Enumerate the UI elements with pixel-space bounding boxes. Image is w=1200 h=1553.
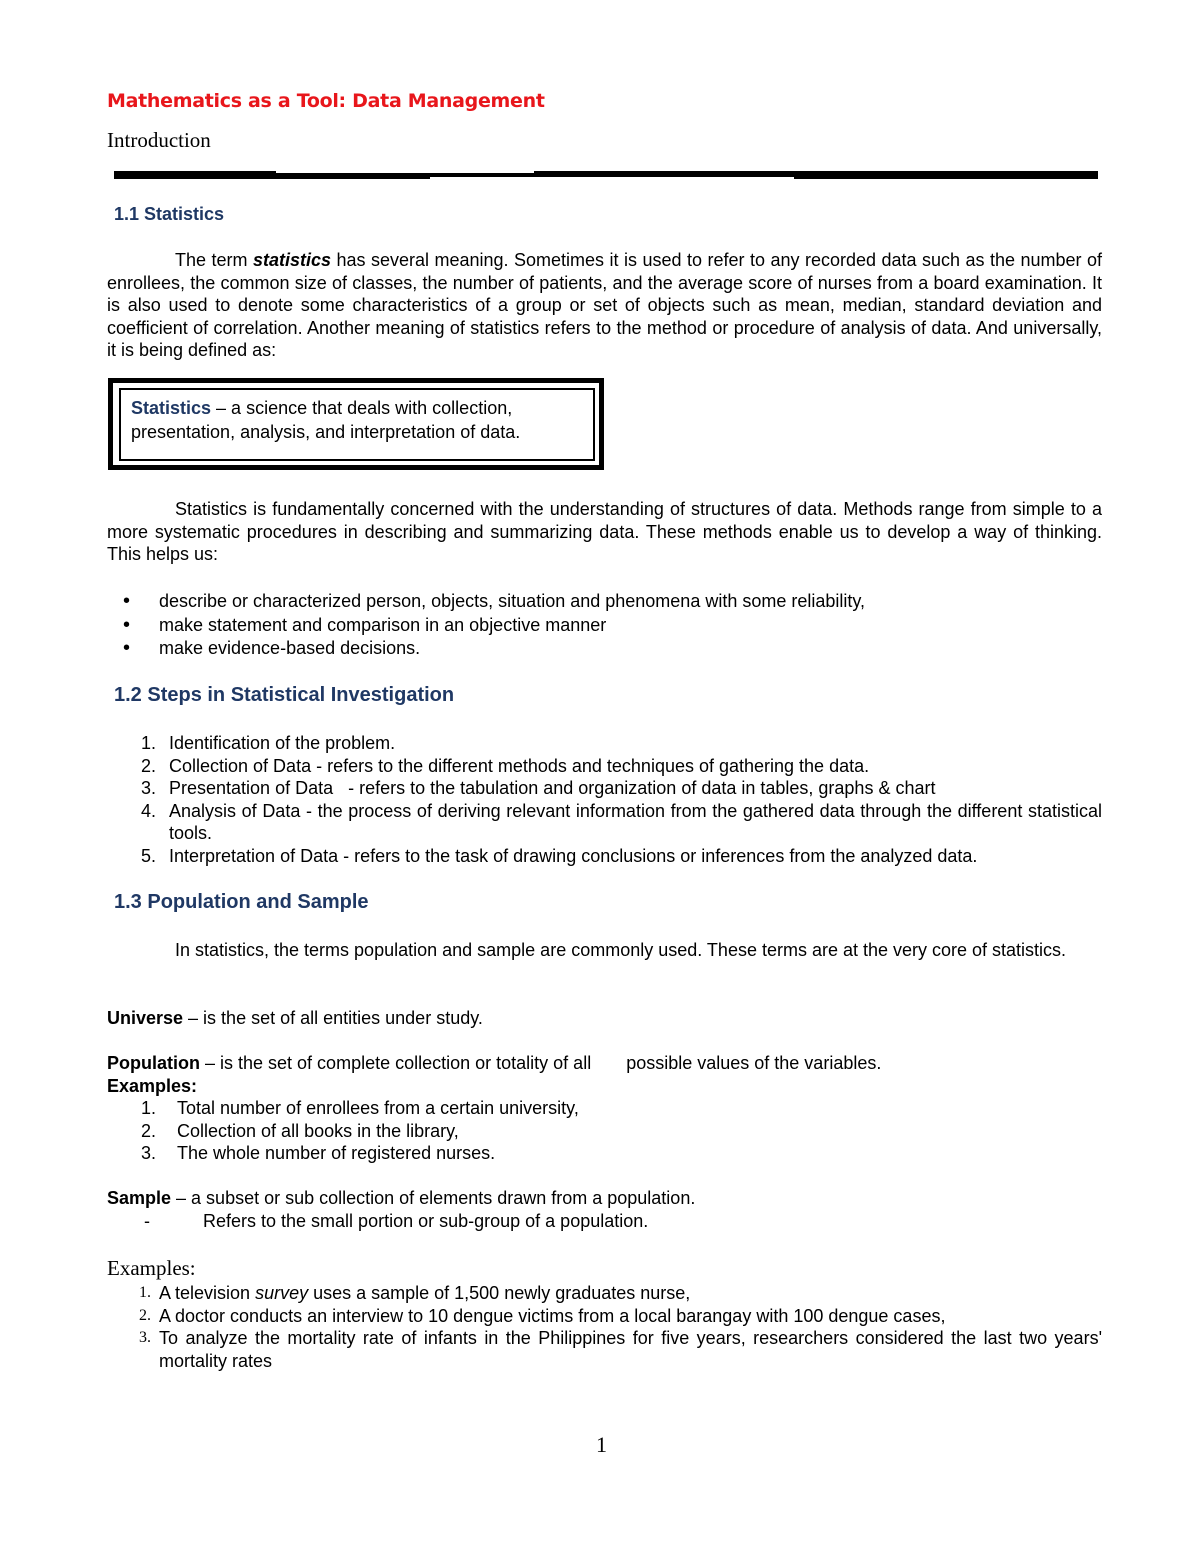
universe-definition <box>107 1007 483 1030</box>
term-survey: survey <box>255 1283 309 1303</box>
list-number: 4. <box>141 800 157 821</box>
definition-text: – a science that deals with collection, presentation, analysis, and interpretation of data. <box>131 398 521 442</box>
definition-term: Statistics <box>131 398 212 418</box>
term-sample: Sample <box>107 1188 172 1208</box>
sample-note: Refers to the small portion or sub-group of a population. <box>203 1211 649 1231</box>
page-number: 1 <box>596 1432 607 1457</box>
list-text: Analysis of Data - the process of deriving relevant information from the gathered data through the different statistical tools. <box>169 800 1102 844</box>
list-text: Collection of Data - refers to the different methods and techniques of gathering the data. <box>169 755 870 776</box>
list-item <box>107 1120 579 1143</box>
list-item <box>107 777 1102 800</box>
para-text: has several meaning. Sometimes it is used to refer to any recorded data such as the number of enrollees, the common size of classes, the number of patients, and the average score of nurses from a board examination. It is also used to denote some characteristics of a group or set of objects such as mean, median, standard deviation and coefficient of correlation. Another meaning of statistics refers to the method or procedure of analysis of data. And universally, it is being defined as: <box>107 250 1102 361</box>
list-text: To analyze the mortality rate of infants in the Philippines for five years, researchers considered the last two years' mortality rates <box>159 1328 1102 1371</box>
header-divider-accent <box>430 177 794 179</box>
list-item: • make evidence-based decisions. <box>107 637 865 661</box>
list-number: 2. <box>141 755 157 776</box>
term-universe: Universe <box>107 1008 184 1028</box>
list-item <box>107 1142 579 1165</box>
para-text: Statistics is fundamentally concerned with the understanding of structures of data. Methods range from simple to a more systematic procedures in describing and summarizing data. These methods enable us to develop a way of thinking. This helps us: <box>107 499 1102 565</box>
list-number: 3. <box>141 778 157 799</box>
population-intro-paragraph <box>107 939 1102 962</box>
examples-heading: Examples: <box>107 1256 196 1280</box>
document-subtitle: Introduction <box>107 128 211 152</box>
list-item <box>107 1282 1102 1305</box>
list-text: uses a sample of 1,500 newly graduates nurse, <box>308 1283 691 1303</box>
sample-examples-list <box>107 1282 1102 1372</box>
structures-paragraph <box>107 498 1102 566</box>
term-statistics: statistics <box>252 250 332 270</box>
document-title: Mathematics as a Tool: Data Management <box>107 90 545 112</box>
definition-text: – is the set of all entities under study. <box>183 1008 483 1028</box>
list-item <box>107 755 1102 778</box>
list-item <box>107 732 1102 755</box>
section-heading-population: 1.3 Population and Sample <box>114 891 369 913</box>
list-text: A doctor conducts an interview to 10 dengue victims from a local barangay with 100 dengue cases, <box>159 1305 946 1326</box>
section-heading-statistics: 1.1 Statistics <box>114 204 225 224</box>
list-number: 5. <box>141 845 157 866</box>
list-item <box>107 1097 579 1120</box>
list-item: • make statement and comparison in an objective manner <box>107 614 865 638</box>
list-number: 1. <box>139 1284 151 1301</box>
sample-definition <box>107 1187 695 1210</box>
list-text: A television <box>159 1283 256 1303</box>
list-item <box>107 1327 1102 1372</box>
header-divider-accent <box>276 171 534 173</box>
list-item: • describe or characterized person, objects, situation and phenomena with some reliability, <box>107 590 865 614</box>
steps-list <box>107 732 1102 868</box>
list-item <box>107 800 1102 845</box>
para-text: In statistics, the terms population and sample are commonly used. These terms are at the very core of statistics. <box>175 940 1067 960</box>
list-number: 2. <box>141 1120 157 1141</box>
list-text: Collection of all books in the library, <box>177 1120 459 1141</box>
section-heading-steps: 1.2 Steps in Statistical Investigation <box>114 684 455 706</box>
population-examples-list <box>107 1097 579 1165</box>
definition-text: – a subset or sub collection of elements drawn from a population. <box>171 1188 696 1208</box>
list-item <box>107 1305 1102 1328</box>
sample-note-dash: - <box>144 1211 150 1231</box>
population-definition <box>107 1052 881 1075</box>
list-text: The whole number of registered nurses. <box>177 1143 496 1164</box>
list-number: 1. <box>141 733 157 753</box>
list-text: Interpretation of Data - refers to the task of drawing conclusions or inferences from the analyzed data. <box>169 845 978 866</box>
definition-text: – is the set of complete collection or totality of all possible values of the variables. <box>200 1053 882 1073</box>
para-text: The term <box>175 250 253 270</box>
list-item <box>107 845 1102 868</box>
benefits-list <box>107 590 865 661</box>
list-number: 3. <box>141 1143 157 1164</box>
examples-label: Examples: <box>107 1076 198 1096</box>
list-number: 3. <box>139 1329 151 1347</box>
list-text: Total number of enrollees from a certain university, <box>177 1098 579 1118</box>
term-population: Population <box>107 1053 200 1073</box>
list-text: Presentation of Data - refers to the tabulation and organization of data in tables, graphs & chart <box>169 778 936 799</box>
definition-box <box>131 396 571 444</box>
list-text: Identification of the problem. <box>169 733 396 753</box>
list-number: 1. <box>141 1098 157 1118</box>
list-number: 2. <box>139 1306 151 1324</box>
statistics-paragraph <box>107 249 1102 362</box>
